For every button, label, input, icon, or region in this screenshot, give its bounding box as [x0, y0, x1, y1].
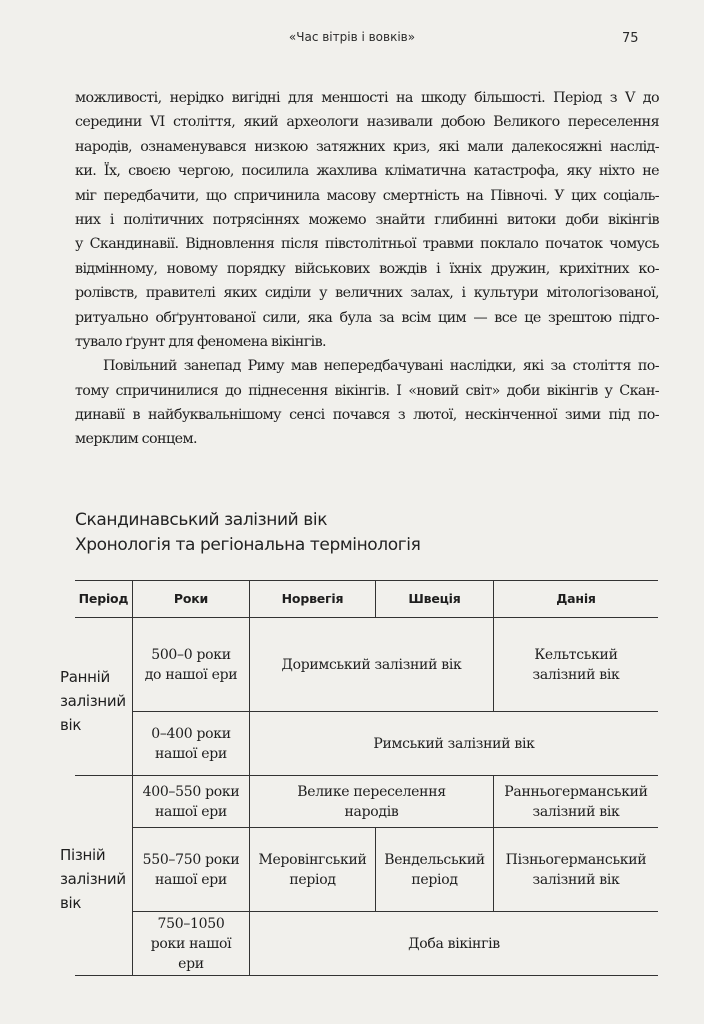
denmark-cell: Пізньогерманський залізний вік — [505, 851, 647, 888]
years-cell: 400–550 роки нашої ери — [142, 783, 240, 820]
page-number: 75 — [622, 31, 639, 46]
period-early-iron-age: Ранній залізний вік — [60, 668, 126, 734]
denmark-cell: Ранньогерманський залізний вік — [504, 783, 648, 820]
period-late-iron-age: Пізній залізний вік — [60, 846, 126, 912]
text-line: міг передбачити, що спричинила масову смертність на Півночі. У цих соціаль- — [75, 187, 659, 204]
text-line: ки. Їх, своєю чергою, посилила жахлива кліматична катастрофа, яку ніхто не — [75, 163, 659, 180]
sweden-cell: Вендельський період — [384, 851, 485, 888]
text-line: Повільний занепад Риму мав непередбачувані наслідки, які за століття по- — [103, 358, 659, 375]
years-cell: 500–0 роки до нашої ери — [144, 646, 238, 683]
text-line: середини VI століття, який археологи називали добою Великого переселення — [75, 114, 659, 131]
norway-cell: Меровінгський період — [258, 851, 367, 888]
text-line: можливості, нерідко вигідні для меншості на шкоду більшості. Період з V до — [75, 90, 659, 106]
all-regions-cell: Римський залізний вік — [373, 735, 535, 752]
table-title-line: Скандинавський залізний вік — [75, 510, 328, 530]
text-line: тувало ґрунт для феномена вікінгів. — [75, 333, 326, 350]
text-line: ролівств, правителі яких сиділи у величних залах, і культури мітологізованої, — [75, 285, 659, 302]
header-denmark: Данія — [556, 591, 596, 606]
years-cell: 750–1050 роки нашої ери — [150, 915, 232, 972]
text-line: відмінному, новому порядку військових вождів і їхніх дружин, крихітних ко- — [75, 260, 659, 277]
text-line: ритуально обґрунтованої сили, яка була за всім цим — все це зрештою підго- — [75, 309, 659, 326]
header-years: Роки — [173, 591, 209, 606]
text-line: них і політичних потрясіннях можемо знайти глибинні витоки доби вікінгів — [75, 211, 659, 228]
text-line: у Скандинавії. Відновлення після півстолітньої травми поклало початок чомусь — [75, 236, 659, 253]
header-period: Період — [78, 591, 129, 606]
text-line: тому спричинилися до піднесення вікінгів. І «новий світ» доби вікінгів у Скан- — [75, 382, 659, 399]
text-line: мерклим сонцем. — [75, 431, 197, 448]
table-title-line: Хронологія та регіональна термінологія — [75, 535, 421, 555]
years-cell: 550–750 роки нашої ери — [142, 851, 240, 888]
norway-sweden-cell: Доримський залізний вік — [281, 656, 462, 673]
running-title: «Час вітрів і вовків» — [288, 30, 416, 44]
text-line: народів, ознаменувався низкою затяжних криз, які мали далекосяжні наслід- — [75, 138, 659, 155]
header-norway: Норвегія — [281, 591, 344, 606]
header-sweden: Швеція — [408, 591, 461, 606]
text-line: динавії в найбуквальнішому сенсі почався з лютої, нескінченної зими під по- — [75, 407, 659, 424]
norway-sweden-cell: Велике переселення народів — [297, 783, 446, 820]
denmark-cell: Кельтський залізний вік — [532, 646, 620, 683]
years-cell: 0–400 роки нашої ери — [151, 725, 231, 762]
all-regions-cell: Доба вікінгів — [408, 935, 500, 952]
